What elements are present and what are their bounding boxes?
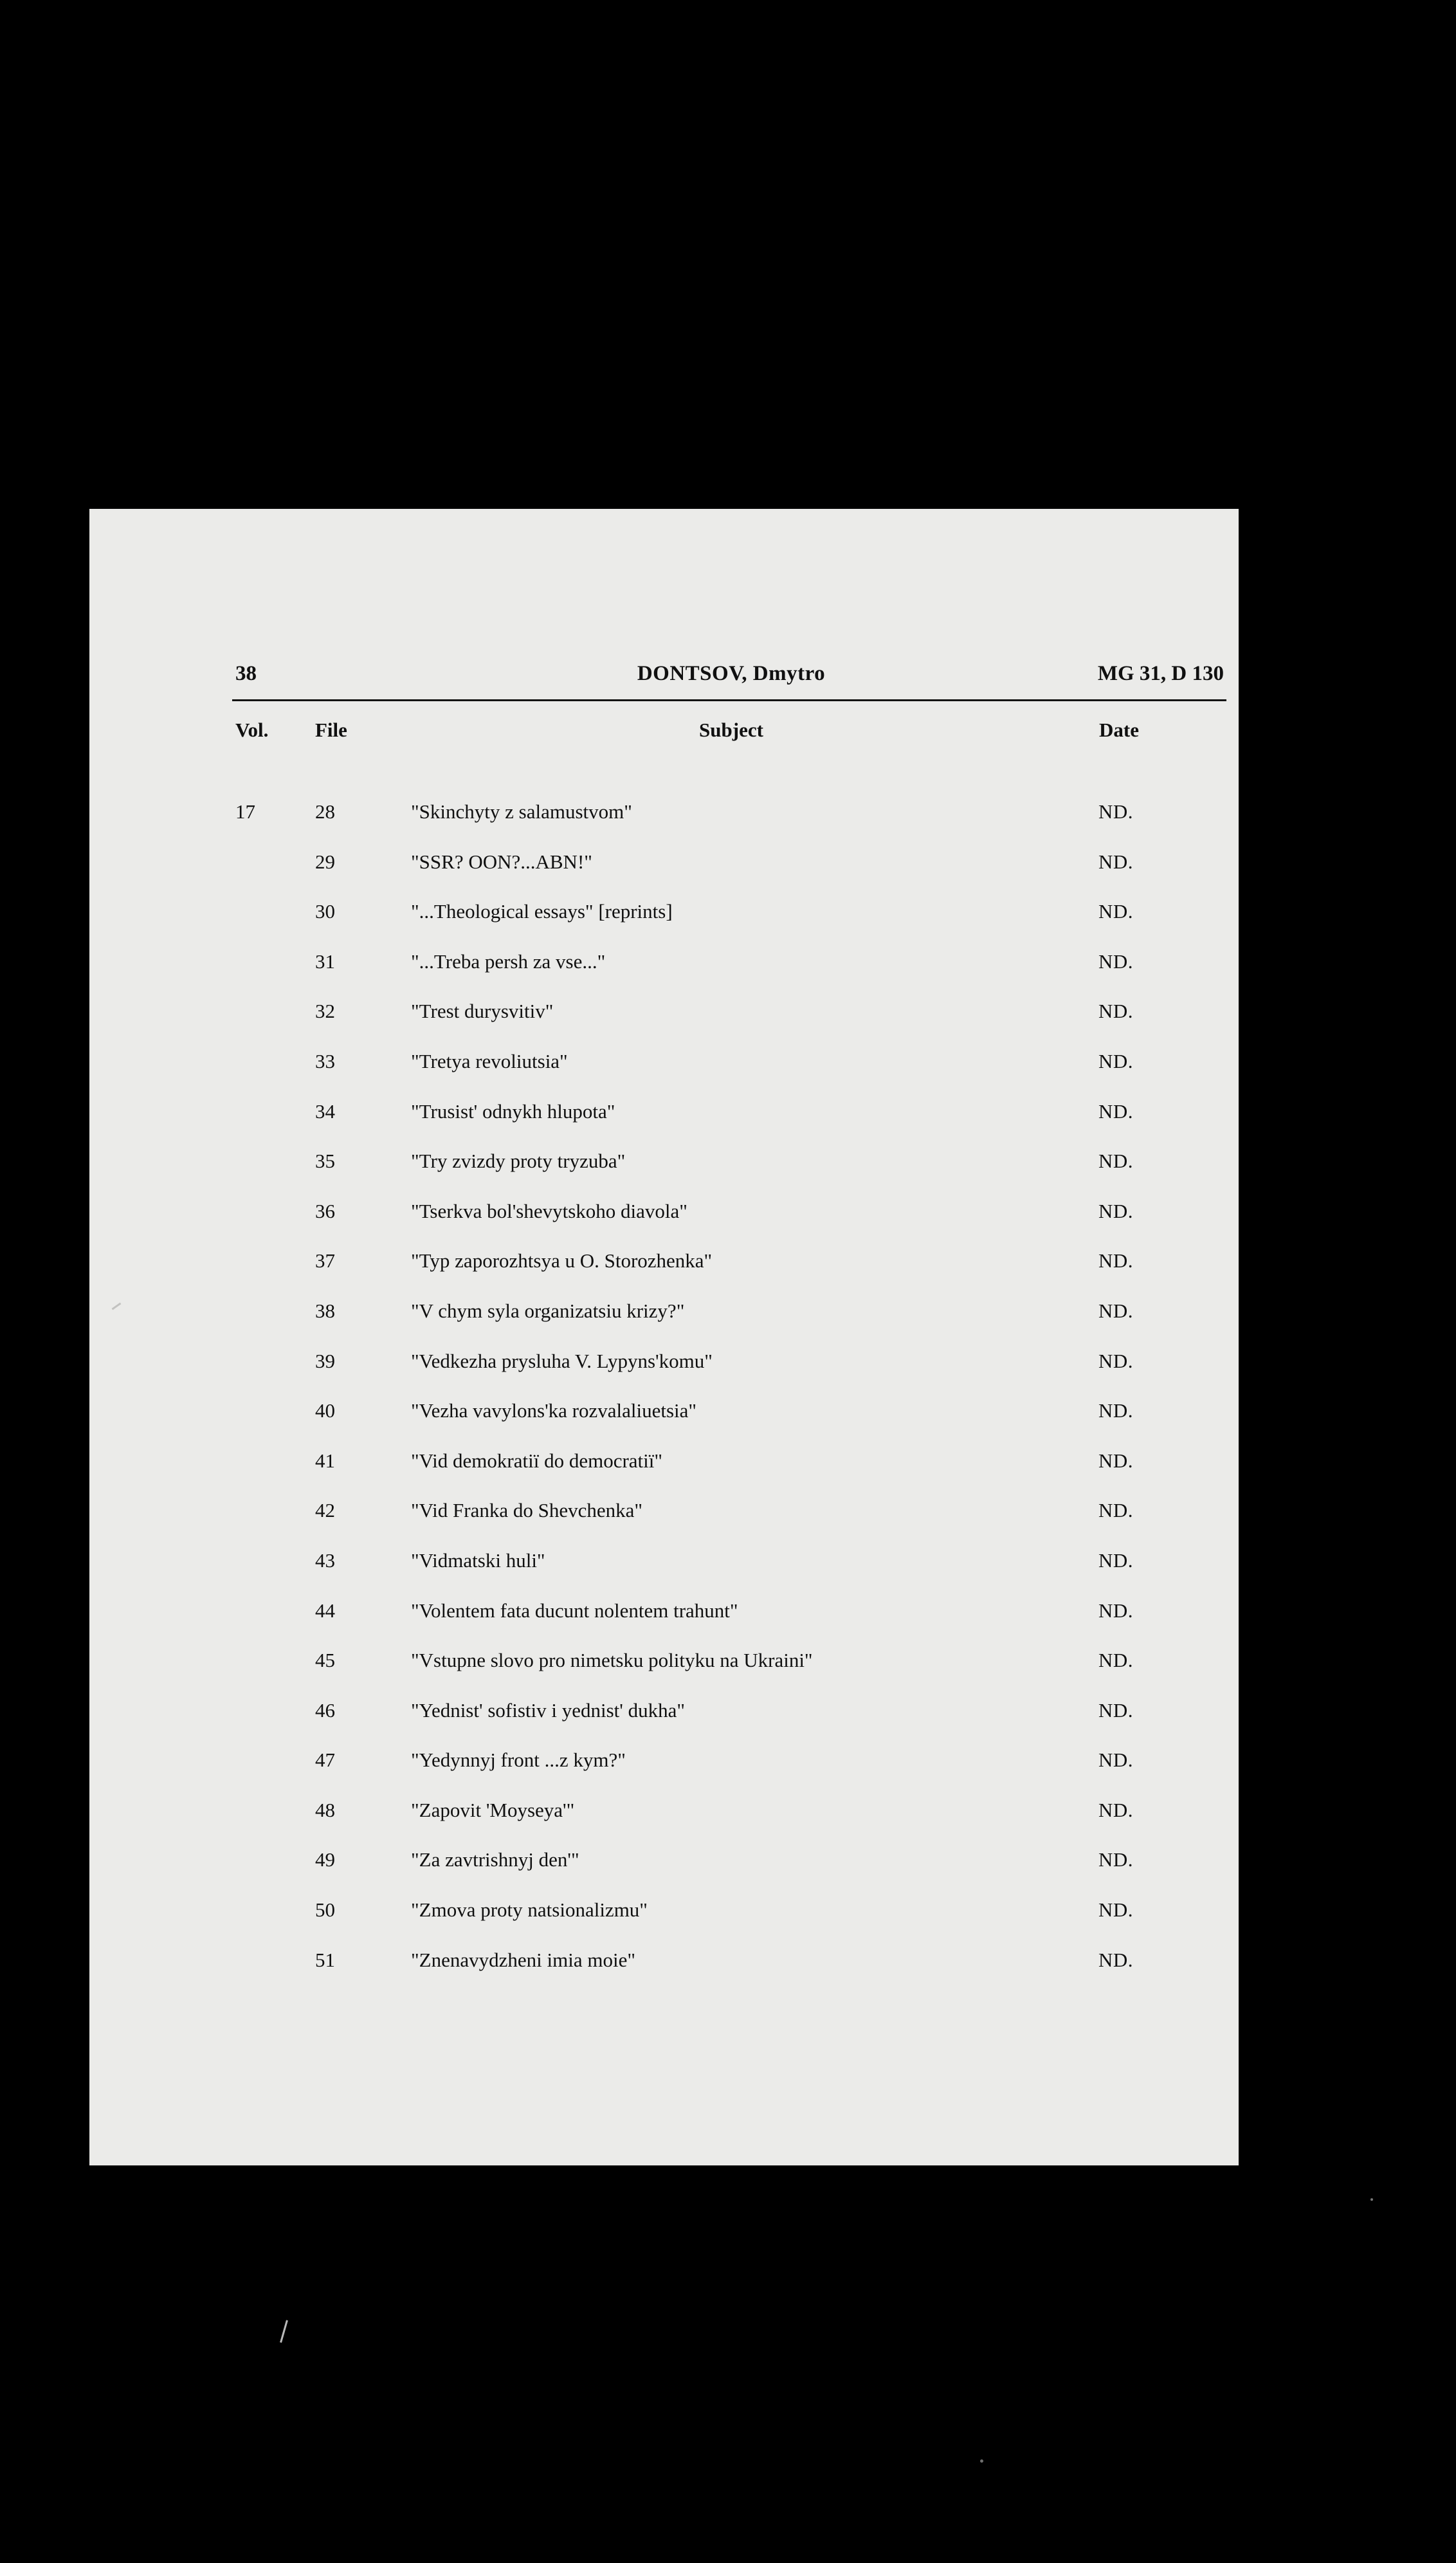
- subject-cell: "V chym syla organizatsiu krizy?": [411, 1299, 685, 1322]
- file-cell: 48: [315, 1798, 335, 1821]
- table-row: [89, 1635, 1239, 1686]
- subject-cell: "Tretya revoliutsia": [411, 1049, 568, 1072]
- date-cell: ND.: [1098, 1000, 1134, 1023]
- file-cell: 47: [315, 1749, 335, 1772]
- date-cell: ND.: [1098, 1848, 1134, 1871]
- file-cell: 46: [315, 1698, 335, 1722]
- date-cell: ND.: [1098, 1299, 1134, 1322]
- table-row: [89, 1386, 1239, 1436]
- date-cell: ND.: [1098, 1349, 1134, 1372]
- subject-cell: "Vedkezha prysluha V. Lypyns'komu": [411, 1349, 713, 1372]
- date-cell: ND.: [1098, 900, 1134, 923]
- subject-cell: "Volentem fata ducunt nolentem trahunt": [411, 1599, 738, 1622]
- subject-cell: "Tserkva bol'shevytskoho diavola": [411, 1199, 687, 1222]
- subject-cell: "SSR? OON?...ABN!": [411, 850, 592, 873]
- date-cell: ND.: [1098, 1599, 1134, 1622]
- column-header-date: Date: [1099, 719, 1139, 741]
- file-cell: 30: [315, 900, 335, 923]
- file-cell: 37: [315, 1249, 335, 1272]
- file-cell: 44: [315, 1599, 335, 1622]
- table-row: [89, 1436, 1239, 1486]
- subject-cell: "Trusist' odnykh hlupota": [411, 1099, 615, 1123]
- file-cell: 39: [315, 1349, 335, 1372]
- subject-cell: "Zmova proty natsionalizmu": [411, 1898, 648, 1922]
- file-cell: 28: [315, 800, 335, 823]
- header-rule: [232, 699, 1226, 701]
- page-number: 38: [235, 662, 257, 685]
- date-cell: ND.: [1098, 1449, 1134, 1472]
- date-cell: ND.: [1098, 950, 1134, 973]
- date-cell: ND.: [1098, 1199, 1134, 1222]
- column-header-subject: Subject: [699, 719, 763, 741]
- subject-cell: "Znenavydzheni imia moie": [411, 1948, 635, 1971]
- subject-cell: "Vidmatski huli": [411, 1548, 545, 1572]
- subject-cell: "Za zavtrishnyj den'": [411, 1848, 579, 1871]
- document-page: [89, 509, 1239, 2165]
- table-row: [89, 1186, 1239, 1236]
- file-cell: 35: [315, 1150, 335, 1173]
- file-table-body: [89, 787, 1239, 1985]
- table-row: [89, 787, 1239, 837]
- date-cell: ND.: [1098, 1548, 1134, 1572]
- file-cell: 33: [315, 1049, 335, 1072]
- subject-cell: "...Theological essays" [reprints]: [411, 900, 673, 923]
- file-cell: 36: [315, 1199, 335, 1222]
- table-row: [89, 937, 1239, 987]
- file-cell: 40: [315, 1399, 335, 1422]
- subject-cell: "...Treba persh za vse...": [411, 950, 606, 973]
- date-cell: ND.: [1098, 1749, 1134, 1772]
- subject-cell: "Trest durysvitiv": [411, 1000, 554, 1023]
- date-cell: ND.: [1098, 1099, 1134, 1123]
- date-cell: ND.: [1098, 1649, 1134, 1672]
- table-row: [89, 1087, 1239, 1137]
- table-row: [89, 886, 1239, 937]
- date-cell: ND.: [1098, 1249, 1134, 1272]
- file-cell: 45: [315, 1649, 335, 1672]
- scan-artifact: [280, 2320, 288, 2342]
- column-header-file: File: [315, 719, 347, 741]
- subject-cell: "Yedynnyj front ...z kym?": [411, 1749, 626, 1772]
- subject-cell: "Skinchyty z salamustvom": [411, 800, 632, 823]
- date-cell: ND.: [1098, 1399, 1134, 1422]
- table-row: [89, 986, 1239, 1036]
- date-cell: ND.: [1098, 800, 1134, 823]
- table-row: [89, 1136, 1239, 1186]
- file-cell: 51: [315, 1948, 335, 1971]
- table-row: [89, 1935, 1239, 1985]
- subject-cell: "Vid demokratiï do democratiï": [411, 1449, 663, 1472]
- subject-cell: "Try zvizdy proty tryzuba": [411, 1150, 626, 1173]
- file-cell: 34: [315, 1099, 335, 1123]
- subject-cell: "Zapovit 'Moyseya'": [411, 1798, 575, 1821]
- table-row: [89, 1286, 1239, 1336]
- table-row: [89, 1785, 1239, 1835]
- date-cell: ND.: [1098, 1049, 1134, 1072]
- subject-cell: "Typ zaporozhtsya u O. Storozhenka": [411, 1249, 713, 1272]
- table-row: [89, 1735, 1239, 1785]
- file-cell: 49: [315, 1848, 335, 1871]
- table-row: [89, 1835, 1239, 1885]
- date-cell: ND.: [1098, 1698, 1134, 1722]
- date-cell: ND.: [1098, 1798, 1134, 1821]
- file-cell: 42: [315, 1499, 335, 1522]
- file-cell: 32: [315, 1000, 335, 1023]
- subject-cell: "Vstupne slovo pro nimetsku polityku na Ukraini": [411, 1649, 813, 1672]
- file-cell: 43: [315, 1548, 335, 1572]
- scan-artifact: [1370, 2198, 1373, 2201]
- date-cell: ND.: [1098, 1150, 1134, 1173]
- subject-cell: "Yednist' sofistiv i yednist' dukha": [411, 1698, 686, 1722]
- file-cell: 50: [315, 1898, 335, 1922]
- date-cell: ND.: [1098, 1948, 1134, 1971]
- vol-cell: 17: [235, 800, 255, 823]
- document-title: DONTSOV, Dmytro: [637, 662, 826, 685]
- table-row: [89, 837, 1239, 887]
- file-cell: 38: [315, 1299, 335, 1322]
- date-cell: ND.: [1098, 1898, 1134, 1922]
- table-row: [89, 1686, 1239, 1736]
- column-header-vol: Vol.: [235, 719, 269, 741]
- file-cell: 31: [315, 950, 335, 973]
- table-row: [89, 1586, 1239, 1636]
- table-row: [89, 1336, 1239, 1386]
- scan-artifact: [980, 2459, 983, 2463]
- file-cell: 29: [315, 850, 335, 873]
- archive-reference: MG 31, D 130: [1097, 662, 1224, 685]
- date-cell: ND.: [1098, 1499, 1134, 1522]
- subject-cell: "Vid Franka do Shevchenka": [411, 1499, 643, 1522]
- table-row: [89, 1036, 1239, 1087]
- table-row: [89, 1485, 1239, 1536]
- subject-cell: "Vezha vavylons'ka rozvalaliuetsia": [411, 1399, 697, 1422]
- file-cell: 41: [315, 1449, 335, 1472]
- table-row: [89, 1885, 1239, 1935]
- date-cell: ND.: [1098, 850, 1134, 873]
- table-row: [89, 1236, 1239, 1286]
- table-row: [89, 1536, 1239, 1586]
